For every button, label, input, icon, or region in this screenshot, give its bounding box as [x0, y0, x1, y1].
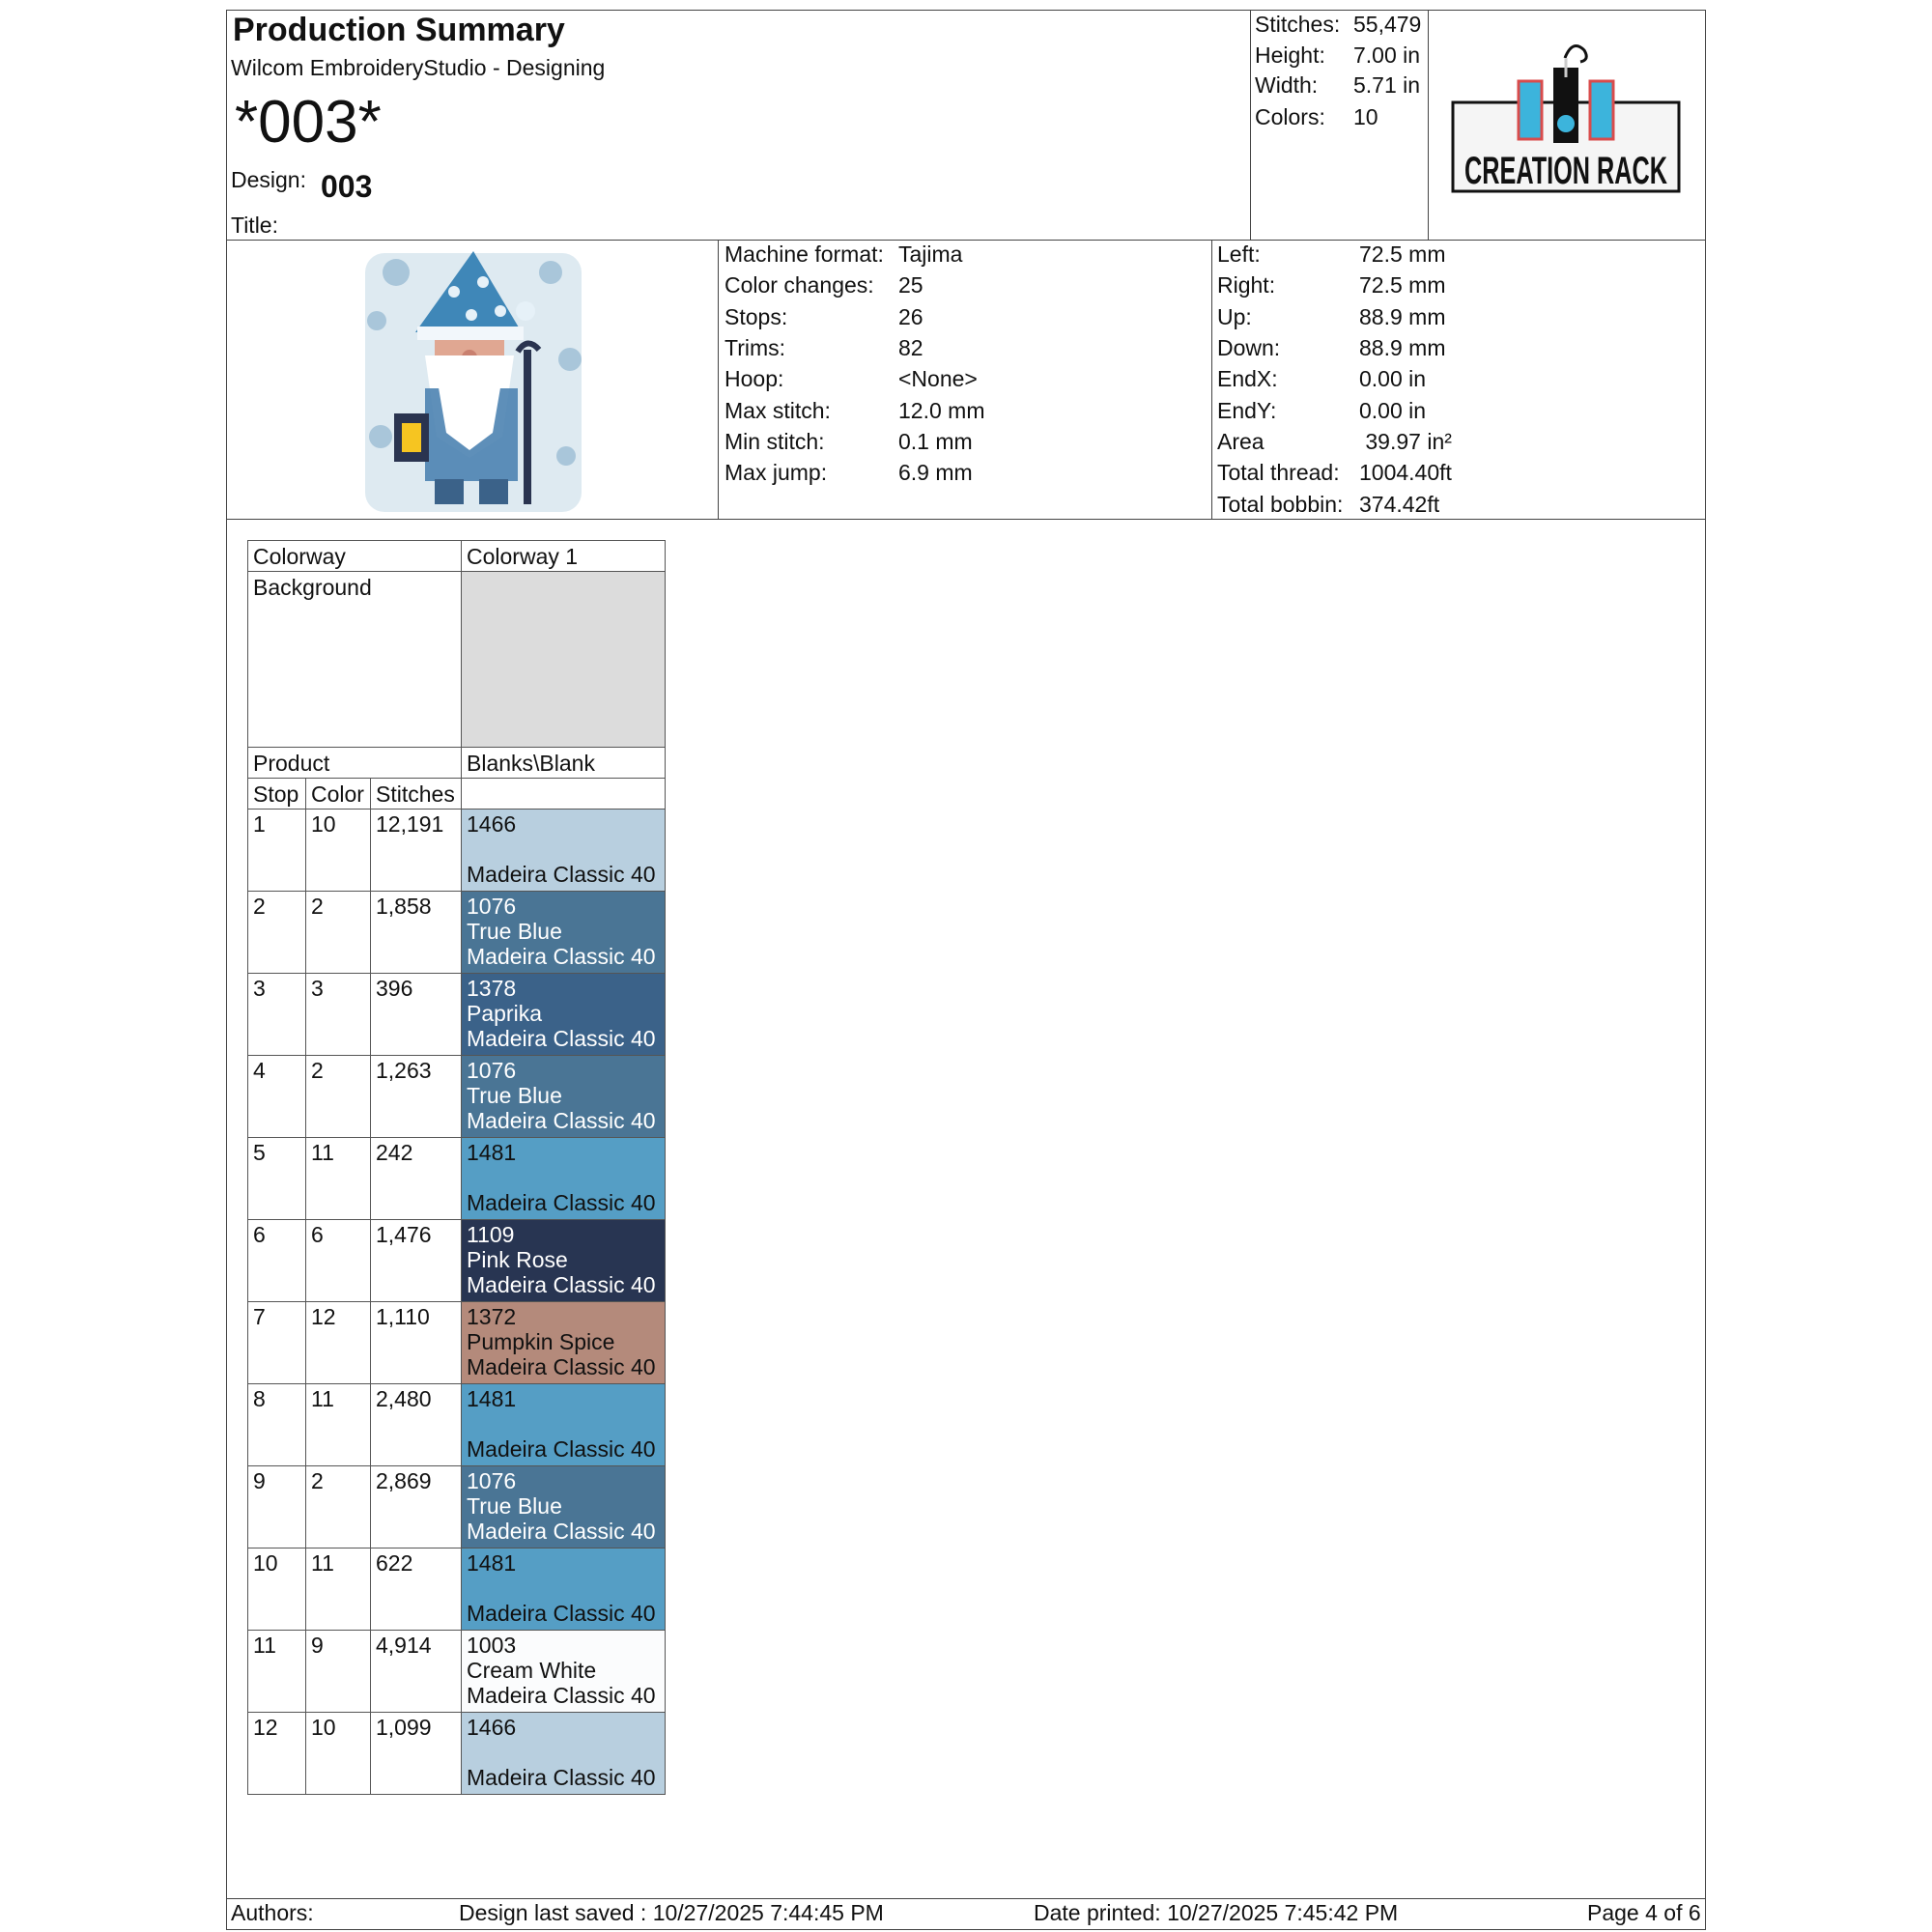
stop-row — [248, 1466, 666, 1548]
up-value: 88.9 mm — [1359, 304, 1446, 329]
stop-color-cell: 11 — [306, 1548, 371, 1631]
creation-rack-logo — [1449, 39, 1683, 203]
stop-row — [248, 1138, 666, 1220]
divider-dimensions — [1211, 240, 1212, 519]
thread-code: 1466 — [467, 1715, 517, 1740]
product-label: Product — [248, 748, 462, 779]
total-bobbin-value: 374.42ft — [1359, 492, 1440, 517]
hoop-label: Hoop: — [724, 366, 784, 391]
max-jump-value: 6.9 mm — [898, 460, 973, 485]
thread-code: 1481 — [467, 1550, 517, 1576]
stop-stop-cell: 6 — [248, 1220, 306, 1302]
stop-stop-cell: 10 — [248, 1548, 306, 1631]
stop-stitches-cell: 242 — [371, 1138, 462, 1220]
stop-stop-cell: 11 — [248, 1631, 306, 1713]
right-value: 72.5 mm — [1359, 272, 1446, 298]
area-label: Area — [1217, 429, 1264, 454]
thread-brand: Madeira Classic 40 — [467, 1190, 656, 1215]
stop-stop-cell: 3 — [248, 974, 306, 1056]
height-label: Height: — [1255, 43, 1325, 68]
stop-row — [248, 1548, 666, 1631]
col-color-header: Color — [306, 779, 371, 810]
thread-name: Pumpkin Spice — [467, 1329, 615, 1354]
left-value: 72.5 mm — [1359, 242, 1446, 267]
title-label: Title: — [231, 213, 278, 238]
stop-stitches-cell: 2,480 — [371, 1384, 462, 1466]
stop-color-cell: 12 — [306, 1302, 371, 1384]
stop-stitches-cell: 2,869 — [371, 1466, 462, 1548]
software-name: Wilcom EmbroideryStudio - Designing — [231, 55, 606, 80]
thread-swatch — [462, 1548, 666, 1631]
col-stitches-header: Stitches — [371, 779, 462, 810]
stop-stitches-cell: 1,858 — [371, 892, 462, 974]
stop-stop-cell: 7 — [248, 1302, 306, 1384]
divider-preview — [718, 240, 719, 519]
right-label: Right: — [1217, 272, 1276, 298]
thread-brand: Madeira Classic 40 — [467, 1683, 656, 1708]
footer-authors: Authors: — [231, 1900, 314, 1925]
thread-name: True Blue — [467, 919, 562, 944]
colorway-table — [247, 540, 666, 1795]
divider-summary-left — [1250, 10, 1251, 240]
stop-row — [248, 1631, 666, 1713]
thread-code: 1466 — [467, 811, 517, 837]
thread-swatch — [462, 1302, 666, 1384]
product-row — [248, 748, 666, 779]
stop-stop-cell: 4 — [248, 1056, 306, 1138]
thread-name: True Blue — [467, 1083, 562, 1108]
thread-brand: Madeira Classic 40 — [467, 944, 656, 969]
thread-swatch — [462, 1056, 666, 1138]
stop-row — [248, 1220, 666, 1302]
stop-color-cell: 2 — [306, 892, 371, 974]
max-jump-label: Max jump: — [724, 460, 828, 485]
width-label: Width: — [1255, 72, 1319, 98]
total-thread-label: Total thread: — [1217, 460, 1340, 485]
thread-code: 1372 — [467, 1304, 517, 1329]
stop-row — [248, 974, 666, 1056]
min-stitch-value: 0.1 mm — [898, 429, 973, 454]
thread-code: 1481 — [467, 1386, 517, 1411]
thread-swatch — [462, 1220, 666, 1302]
thread-name — [467, 1740, 660, 1765]
stop-stop-cell: 8 — [248, 1384, 306, 1466]
stop-color-cell: 11 — [306, 1138, 371, 1220]
stop-stop-cell: 12 — [248, 1713, 306, 1795]
endx-label: EndX: — [1217, 366, 1278, 391]
thread-swatch — [462, 1384, 666, 1466]
design-preview-image — [357, 243, 589, 518]
thread-swatch — [462, 892, 666, 974]
max-stitch-label: Max stitch: — [724, 398, 831, 423]
stop-stitches-cell: 396 — [371, 974, 462, 1056]
stop-row — [248, 1713, 666, 1795]
background-swatch — [462, 572, 666, 748]
thread-brand: Madeira Classic 40 — [467, 1601, 656, 1626]
column-header-row — [248, 779, 666, 810]
endx-value: 0.00 in — [1359, 366, 1427, 391]
thread-name: Pink Rose — [467, 1247, 568, 1272]
thread-brand: Madeira Classic 40 — [467, 862, 656, 887]
down-value: 88.9 mm — [1359, 335, 1446, 360]
divider-footer — [226, 1898, 1706, 1899]
endy-value: 0.00 in — [1359, 398, 1427, 423]
height-value: 7.00 in — [1353, 43, 1421, 68]
trims-value: 82 — [898, 335, 923, 360]
stop-row — [248, 1384, 666, 1466]
total-bobbin-label: Total bobbin: — [1217, 492, 1344, 517]
footer-page-number: Page 4 of 6 — [1587, 1900, 1701, 1925]
colorway-row — [248, 541, 666, 572]
stops-value: 26 — [898, 304, 923, 329]
thread-brand: Madeira Classic 40 — [467, 1436, 656, 1462]
stop-stitches-cell: 1,110 — [371, 1302, 462, 1384]
machine-format-label: Machine format: — [724, 242, 884, 267]
max-stitch-value: 12.0 mm — [898, 398, 985, 423]
stop-stop-cell: 1 — [248, 810, 306, 892]
colors-label: Colors: — [1255, 104, 1325, 129]
stop-color-cell: 11 — [306, 1384, 371, 1466]
stop-row — [248, 1056, 666, 1138]
barcode-text: *003* — [235, 89, 382, 156]
thread-name: Paprika — [467, 1001, 542, 1026]
colorway-label: Colorway — [248, 541, 462, 572]
footer-last-saved: Design last saved : 10/27/2025 7:44:45 PM — [459, 1900, 884, 1925]
thread-code: 1481 — [467, 1140, 517, 1165]
stop-color-cell: 2 — [306, 1056, 371, 1138]
thread-name — [467, 837, 660, 862]
thread-brand: Madeira Classic 40 — [467, 1354, 656, 1379]
thread-swatch — [462, 974, 666, 1056]
thread-name — [467, 1576, 660, 1601]
thread-brand: Madeira Classic 40 — [467, 1108, 656, 1133]
divider-header — [226, 240, 1706, 241]
stop-stitches-cell: 1,099 — [371, 1713, 462, 1795]
hoop-value: <None> — [898, 366, 978, 391]
thread-code: 1109 — [467, 1222, 515, 1247]
stop-row — [248, 810, 666, 892]
stitches-label: Stitches: — [1255, 12, 1341, 37]
thread-code: 1003 — [467, 1633, 517, 1658]
up-label: Up: — [1217, 304, 1252, 329]
stop-stop-cell: 5 — [248, 1138, 306, 1220]
thread-code: 1378 — [467, 976, 517, 1001]
stop-stitches-cell: 622 — [371, 1548, 462, 1631]
thread-swatch — [462, 1631, 666, 1713]
colors-value: 10 — [1353, 104, 1378, 129]
thread-brand: Madeira Classic 40 — [467, 1272, 656, 1297]
design-value: 003 — [321, 169, 373, 204]
thread-name — [467, 1411, 660, 1436]
thread-brand: Madeira Classic 40 — [467, 1765, 656, 1790]
min-stitch-label: Min stitch: — [724, 429, 825, 454]
left-label: Left: — [1217, 242, 1261, 267]
stop-color-cell: 3 — [306, 974, 371, 1056]
thread-swatch — [462, 1466, 666, 1548]
stops-label: Stops: — [724, 304, 788, 329]
trims-label: Trims: — [724, 335, 786, 360]
background-label: Background — [248, 572, 462, 748]
stitches-value: 55,479 — [1353, 12, 1422, 37]
thread-name — [467, 1165, 660, 1190]
design-label: Design: — [231, 167, 306, 192]
stop-row — [248, 1302, 666, 1384]
thread-swatch — [462, 810, 666, 892]
total-thread-value: 1004.40ft — [1359, 460, 1452, 485]
page-title: Production Summary — [233, 12, 565, 48]
down-label: Down: — [1217, 335, 1281, 360]
machine-format-value: Tajima — [898, 242, 963, 267]
background-row — [248, 572, 666, 748]
thread-code: 1076 — [467, 1468, 517, 1493]
color-changes-label: Color changes: — [724, 272, 874, 298]
stop-color-cell: 9 — [306, 1631, 371, 1713]
thread-name: True Blue — [467, 1493, 562, 1519]
product-value: Blanks\Blank — [462, 748, 666, 779]
stop-color-cell: 10 — [306, 1713, 371, 1795]
footer-date-printed: Date printed: 10/27/2025 7:45:42 PM — [1034, 1900, 1399, 1925]
stop-color-cell: 2 — [306, 1466, 371, 1548]
divider-logo-left — [1428, 10, 1429, 240]
thread-brand: Madeira Classic 40 — [467, 1519, 656, 1544]
area-value: 39.97 in² — [1359, 429, 1452, 454]
thread-swatch — [462, 1138, 666, 1220]
col-stop-header: Stop — [248, 779, 306, 810]
stop-stitches-cell: 4,914 — [371, 1631, 462, 1713]
stop-stitches-cell: 1,476 — [371, 1220, 462, 1302]
thread-code: 1076 — [467, 1058, 517, 1083]
stop-color-cell: 10 — [306, 810, 371, 892]
colorway-value: Colorway 1 — [462, 541, 666, 572]
col-thread-header — [462, 779, 666, 810]
stop-stop-cell: 9 — [248, 1466, 306, 1548]
endy-label: EndY: — [1217, 398, 1277, 423]
divider-info — [226, 519, 1706, 520]
stop-stitches-cell: 1,263 — [371, 1056, 462, 1138]
stop-stop-cell: 2 — [248, 892, 306, 974]
color-changes-value: 25 — [898, 272, 923, 298]
thread-code: 1076 — [467, 894, 517, 919]
thread-swatch — [462, 1713, 666, 1795]
logo-text: CREATION RACK — [1464, 150, 1668, 192]
thread-brand: Madeira Classic 40 — [467, 1026, 656, 1051]
stop-color-cell: 6 — [306, 1220, 371, 1302]
thread-name: Cream White — [467, 1658, 597, 1683]
stop-stitches-cell: 12,191 — [371, 810, 462, 892]
stop-row — [248, 892, 666, 974]
width-value: 5.71 in — [1353, 72, 1421, 98]
